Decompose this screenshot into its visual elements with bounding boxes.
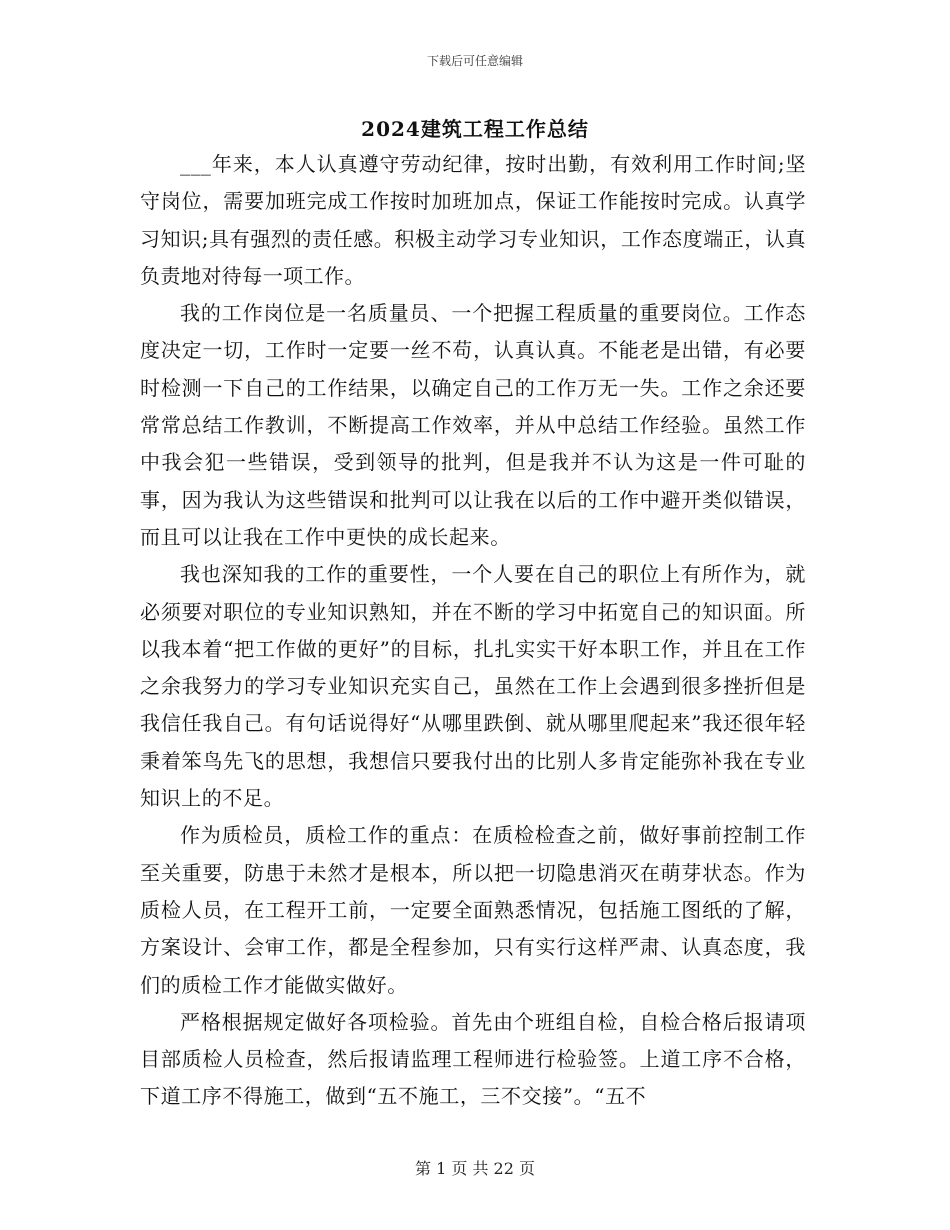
page-number: 第 1 页 共 22 页: [415, 1159, 535, 1178]
paragraph-4: 作为质检员，质检工作的重点：在质检检查之前，做好事前控制工作至关重要，防患于未然才是根本，所以把一切隐患消灭在萌芽状态。作为质检人员，在工程开工前，一定要全面熟悉情况，包括施工图纸的了解，方案设计、会审工作，都是全程参加，只有实行这样严肃、认真态度，我们的质检工作才能做实做好。: [140, 823, 806, 997]
document-title: 2024建筑工程工作总结: [361, 117, 589, 141]
paragraph-3: 我也深知我的工作的重要性，一个人要在自己的职位上有所作为，就必须要对职位的专业知识熟知，并在不断的学习中拓宽自己的知识面。所以我本着“把工作做的更好”的目标，扎扎实实干好本职工作，并且在工作之余我努力的学习专业知识充实自己，虽然在工作上会遇到很多挫折但是我信任我自己。有句话说得好“从哪里跌倒、就从哪里爬起来”我还很年轻秉着笨鸟先飞的思想，我想信只要我付出的比别人多肯定能弥补我在专业知识上的不足。: [140, 562, 806, 811]
paragraph-5: 严格根据规定做好各项检验。首先由个班组自检，自检合格后报请项目部质检人员检查，然后报请监理工程师进行检验签。上道工序不合格，下道工序不得施工，做到“五不施工，三不交接”。“五不: [140, 1009, 806, 1109]
paragraph-1: ___年来，本人认真遵守劳动纪律，按时出勤，有效利用工作时间;坚守岗位，需要加班完成工作按时加班加点，保证工作能按时完成。认真学习知识;具有强烈的责任感。积极主动学习专业知识，工作态度端正，认真负责地对待每一项工作。: [140, 152, 806, 288]
header-note: 下载后可任意编辑: [426, 54, 523, 68]
paragraph-2: 我的工作岗位是一名质量员、一个把握工程质量的重要岗位。工作态度决定一切，工作时一定要一丝不苟，认真认真。不能老是出错，有必要时检测一下自己的工作结果，以确定自己的工作万无一失。工作之余还要常常总结工作教训，不断提高工作效率，并从中总结工作经验。虽然工作中我会犯一些错误，受到领导的批判，但是我并不认为这是一件可耻的事，因为我认为这些错误和批判可以让我在以后的工作中避开类似错误，而且可以让我在工作中更快的成长起来。: [140, 301, 806, 549]
document-body: [140, 146, 806, 1116]
